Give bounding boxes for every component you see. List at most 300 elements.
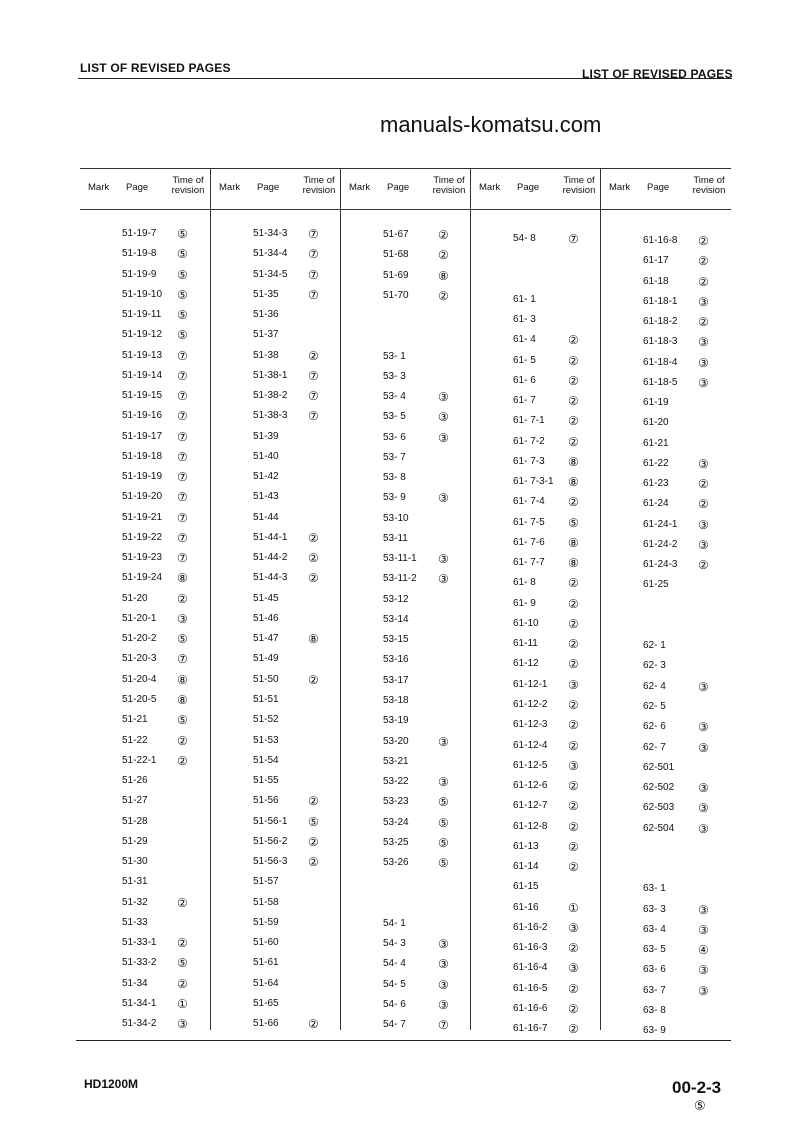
page-cell: 51-19-18 <box>122 450 163 462</box>
page-cell: 61-18-2 <box>643 316 678 328</box>
page-cell: 51-32 <box>122 896 148 908</box>
page-cell: 61- 7-2 <box>513 435 545 447</box>
page-cell: 51-22 <box>122 734 148 746</box>
page-cell: 53- 3 <box>383 370 406 382</box>
table-row <box>211 714 341 732</box>
table-row <box>601 458 731 476</box>
table-column-group <box>470 168 601 1037</box>
revision-cell: ⑧ <box>177 672 188 687</box>
table-row <box>601 377 731 395</box>
page-cell: 61-16-5 <box>513 982 548 994</box>
table-row <box>601 904 731 922</box>
page-cell: 53-19 <box>383 715 409 727</box>
page-cell: 54- 1 <box>383 917 406 929</box>
page-cell: 61- 8 <box>513 577 536 589</box>
page-cell: 51-34-4 <box>253 248 288 260</box>
table-row <box>601 600 731 618</box>
table-row <box>80 471 210 489</box>
column-header <box>601 168 731 210</box>
page-cell: 54- 4 <box>383 958 406 970</box>
revision-cell: ③ <box>698 456 709 471</box>
page-cell: 51-47 <box>253 633 279 645</box>
page-cell: 51-27 <box>122 795 148 807</box>
column-header <box>341 168 471 210</box>
table-column-group <box>80 168 210 1030</box>
table-row <box>601 336 731 354</box>
table-row <box>211 775 341 793</box>
table-row <box>471 902 601 920</box>
page-cell: 62- 3 <box>643 660 666 672</box>
table-row <box>341 715 471 733</box>
table-row <box>211 309 341 327</box>
table-row <box>341 492 471 510</box>
revision-cell: ⑤ <box>177 713 188 728</box>
table-row <box>80 491 210 509</box>
page-cell: 61- 1 <box>513 293 536 305</box>
revision-cell: ② <box>568 819 579 834</box>
page-cell: 61- 7-3 <box>513 455 545 467</box>
revision-cell: ③ <box>698 983 709 998</box>
table-row <box>601 559 731 577</box>
page-cell: 51-19-12 <box>122 329 163 341</box>
table-row <box>211 532 341 550</box>
page-cell: 51-37 <box>253 329 279 341</box>
table-row <box>341 452 471 470</box>
page-cell: 61-12-4 <box>513 739 548 751</box>
table-row <box>471 436 601 454</box>
table-row <box>211 248 341 266</box>
page-cell: 53- 9 <box>383 492 406 504</box>
page-cell: 61-16-3 <box>513 942 548 954</box>
table-row <box>211 653 341 671</box>
table-row <box>471 962 601 980</box>
table-row <box>341 918 471 936</box>
table-row <box>341 432 471 450</box>
page-cell: 53- 7 <box>383 451 406 463</box>
revision-cell: ⑦ <box>308 227 319 241</box>
page-cell: 51-20-2 <box>122 633 157 645</box>
table-row <box>601 397 731 415</box>
page-cell: 51-66 <box>253 1018 279 1030</box>
revision-cell: ③ <box>438 572 449 587</box>
revision-cell: ③ <box>698 294 709 309</box>
page-cell: 51-21 <box>122 714 148 726</box>
table-row <box>341 594 471 612</box>
page-cell: 54- 8 <box>513 233 536 244</box>
header-page: Page <box>647 182 670 193</box>
table-row <box>80 836 210 854</box>
page-cell: 61-18 <box>643 275 669 287</box>
page-cell: 61-12-1 <box>513 678 548 690</box>
page-cell: 51-29 <box>122 835 148 847</box>
table-row <box>211 350 341 368</box>
revision-cell: ⑤ <box>177 287 188 302</box>
page-cell: 51-53 <box>253 734 279 746</box>
page-cell: 61-12-2 <box>513 698 548 710</box>
page-cell: 61-24-3 <box>643 559 678 571</box>
page-cell: 51-28 <box>122 815 148 827</box>
table-row <box>80 309 210 327</box>
header-title-right: LIST OF REVISED PAGES <box>582 67 733 81</box>
table-row <box>601 357 731 375</box>
revision-cell: ⑤ <box>177 328 188 343</box>
table-row <box>471 314 601 332</box>
page-cell: 51-38-2 <box>253 390 288 402</box>
table-row <box>601 762 731 780</box>
table-column-group <box>600 168 731 1037</box>
revision-cell: ③ <box>438 775 449 790</box>
revision-cell: ② <box>698 497 709 512</box>
table-row <box>80 248 210 266</box>
page-cell: 61- 4 <box>513 334 536 346</box>
table-row <box>80 816 210 834</box>
page-cell: 53-22 <box>383 776 409 788</box>
page-cell: 63- 9 <box>643 1025 666 1037</box>
revision-cell: ③ <box>438 997 449 1012</box>
revision-cell: ⑧ <box>568 475 579 490</box>
revision-cell: ⑧ <box>568 454 579 469</box>
table-row <box>211 795 341 813</box>
table-row <box>211 370 341 388</box>
page-cell: 51-56-3 <box>253 856 288 868</box>
page-cell: 51-67 <box>383 229 409 240</box>
page-cell: 61- 7-1 <box>513 415 545 427</box>
header-mark: Mark <box>88 182 110 193</box>
page-cell: 51-19-17 <box>122 430 163 442</box>
table-row <box>341 614 471 632</box>
revision-cell: ⑦ <box>177 470 188 485</box>
revision-cell: ⑤ <box>177 632 188 647</box>
page-cell: 51-39 <box>253 430 279 442</box>
table-row <box>80 613 210 631</box>
table-row <box>211 1018 341 1036</box>
revision-cell: ⑧ <box>438 268 449 283</box>
revision-cell: ⑦ <box>177 389 188 404</box>
revision-cell: ② <box>308 571 319 586</box>
revision-cell: ③ <box>177 1017 188 1032</box>
header-time-of-revision: Time of revision <box>171 175 205 196</box>
page-cell: 62-504 <box>643 822 675 834</box>
page-cell: 61- 7-4 <box>513 496 545 508</box>
table-row <box>601 640 731 658</box>
table-row <box>341 736 471 754</box>
revision-cell: ② <box>308 855 319 870</box>
revision-cell: ② <box>568 616 579 631</box>
page-cell: 51-50 <box>253 673 279 685</box>
revision-cell: ⑦ <box>177 409 188 424</box>
table-row <box>601 742 731 760</box>
table-row <box>471 577 601 595</box>
page-cell: 51-19-11 <box>122 309 162 321</box>
table-row <box>341 1019 471 1037</box>
page-cell: 51-30 <box>122 856 148 868</box>
page-cell: 51-44-2 <box>253 552 288 564</box>
table-row <box>601 255 731 273</box>
header-time-of-revision: Time of revision <box>562 175 596 196</box>
page-cell: 53-11-2 <box>383 573 417 585</box>
table-row <box>80 937 210 955</box>
table-row <box>211 674 341 692</box>
page-cell: 61-16-6 <box>513 1002 548 1014</box>
revision-cell: ③ <box>568 677 579 692</box>
revision-cell: ② <box>438 248 449 263</box>
table-row <box>471 922 601 940</box>
revision-cell: ② <box>698 274 709 289</box>
table-row <box>341 675 471 693</box>
table-row <box>471 638 601 656</box>
page-cell: 51-19-9 <box>122 268 157 280</box>
table-row <box>341 310 471 328</box>
revision-cell: ⑦ <box>308 389 319 404</box>
page-cell: 61- 7-3-1 <box>513 476 554 488</box>
table-row <box>601 296 731 314</box>
revision-cell: ⑦ <box>308 247 319 262</box>
page-cell: 51-38-1 <box>253 369 288 381</box>
page-cell: 61-21 <box>643 437 669 449</box>
revision-cell: ⑤ <box>177 267 188 282</box>
table-row <box>471 1003 601 1021</box>
table-row <box>341 634 471 652</box>
table-row <box>341 270 471 288</box>
page-cell: 63- 8 <box>643 1004 666 1016</box>
table-row <box>341 695 471 713</box>
table-row <box>341 938 471 956</box>
page-cell: 63- 4 <box>643 923 666 935</box>
revision-cell: ② <box>568 637 579 652</box>
page-cell: 63- 7 <box>643 984 666 996</box>
revision-cell: ② <box>568 718 579 733</box>
page-cell: 51-56-1 <box>253 815 288 827</box>
revision-cell: ③ <box>438 977 449 992</box>
revision-cell: ② <box>438 228 449 242</box>
revision-cell: ⑦ <box>177 368 188 383</box>
table-row <box>471 780 601 798</box>
page-cell: 61-11 <box>513 638 538 650</box>
revision-cell: ② <box>568 981 579 996</box>
page-cell: 51-19-14 <box>122 369 163 381</box>
table-row <box>211 937 341 955</box>
table-row <box>601 478 731 496</box>
page-cell: 51-34-1 <box>122 997 157 1009</box>
revision-cell: ③ <box>698 821 709 836</box>
revision-cell: ③ <box>698 801 709 816</box>
table-row <box>471 618 601 636</box>
page-cell: 51-36 <box>253 309 279 321</box>
table-row <box>80 876 210 894</box>
page-cell: 61-16 <box>513 901 539 913</box>
revision-cell: ③ <box>438 430 449 445</box>
page-cell: 62-501 <box>643 761 675 773</box>
table-row <box>211 410 341 428</box>
revision-cell: ② <box>568 657 579 672</box>
page-cell: 51-43 <box>253 491 279 503</box>
revision-cell: ② <box>308 834 319 849</box>
table-row <box>471 983 601 1001</box>
table-row <box>471 557 601 575</box>
table-row <box>211 816 341 834</box>
page-cell: 61- 7-5 <box>513 516 545 528</box>
column-header <box>80 168 210 210</box>
revision-cell: ⑧ <box>308 632 319 647</box>
table-row <box>211 755 341 773</box>
table-row <box>471 1023 601 1041</box>
table-row <box>211 613 341 631</box>
table-row <box>80 370 210 388</box>
table-row <box>341 351 471 369</box>
revision-cell: ② <box>308 672 319 687</box>
table-row <box>80 532 210 550</box>
revision-cell: ⑤ <box>568 515 579 530</box>
page-cell: 63- 5 <box>643 944 666 956</box>
table-row <box>601 498 731 516</box>
page-cell: 61-18-4 <box>643 356 678 368</box>
page-cell: 53- 6 <box>383 431 406 443</box>
page-cell: 61-14 <box>513 861 539 873</box>
page-cell: 63- 6 <box>643 964 666 976</box>
page-cell: 61-24 <box>643 498 669 510</box>
revision-cell: ③ <box>698 963 709 978</box>
header-mark: Mark <box>219 182 241 193</box>
revision-cell: ② <box>568 799 579 814</box>
page-cell: 51-56 <box>253 795 279 807</box>
table-row <box>211 735 341 753</box>
table-row <box>341 877 471 895</box>
table-row <box>211 552 341 570</box>
page-cell: 51-34-5 <box>253 268 288 280</box>
revision-cell: ② <box>568 434 579 449</box>
table-row <box>601 924 731 942</box>
revision-cell: ② <box>308 794 319 809</box>
page-cell: 51-59 <box>253 916 279 928</box>
revision-cell: ③ <box>698 355 709 370</box>
page-cell: 53-26 <box>383 857 409 869</box>
revision-cell: ⑦ <box>308 267 319 282</box>
table-row <box>601 438 731 456</box>
page-cell: 51-33 <box>122 916 148 928</box>
page-cell: 51-54 <box>253 754 279 766</box>
revision-cell: ⑦ <box>308 368 319 383</box>
table-row <box>471 253 601 271</box>
revision-cell: ② <box>568 353 579 368</box>
page-cell: 54- 6 <box>383 998 406 1010</box>
table-row <box>211 228 341 246</box>
revision-cell: ③ <box>698 679 709 694</box>
revised-pages-table <box>80 168 730 1037</box>
revision-cell: ② <box>177 936 188 951</box>
page-cell: 53-25 <box>383 836 409 848</box>
revision-cell: ⑦ <box>308 287 319 302</box>
table-row <box>211 978 341 996</box>
page-cell: 51-35 <box>253 288 279 300</box>
page-cell: 51-51 <box>253 693 279 705</box>
table-row <box>471 841 601 859</box>
page-cell: 51-40 <box>253 450 279 462</box>
revision-cell: ② <box>568 495 579 510</box>
table-row <box>211 593 341 611</box>
table-row <box>471 537 601 555</box>
revision-cell: ② <box>568 414 579 429</box>
table-row <box>80 572 210 590</box>
revision-cell: ② <box>177 753 188 768</box>
table-row <box>211 269 341 287</box>
page-cell: 51-20 <box>122 592 148 604</box>
table-row <box>601 782 731 800</box>
table-row <box>211 957 341 975</box>
table-row <box>601 802 731 820</box>
page-cell: 61-10 <box>513 617 539 629</box>
table-row <box>211 451 341 469</box>
page-cell: 61-17 <box>643 255 669 267</box>
table-row <box>341 290 471 308</box>
page-cell: 61-18-5 <box>643 376 678 388</box>
table-row <box>341 857 471 875</box>
table-row <box>471 821 601 839</box>
table-row <box>471 355 601 373</box>
footer-divider <box>76 1040 731 1041</box>
table-row <box>80 694 210 712</box>
table-row <box>341 330 471 348</box>
revision-cell: ② <box>568 941 579 956</box>
table-row <box>341 654 471 672</box>
revision-cell: ⑦ <box>177 510 188 525</box>
page-cell: 53-11-1 <box>383 553 417 565</box>
table-row <box>601 701 731 719</box>
table-row <box>341 837 471 855</box>
page-cell: 62- 7 <box>643 741 666 753</box>
page-cell: 63- 3 <box>643 903 666 915</box>
page-cell: 61-16-7 <box>513 1023 548 1035</box>
table-row <box>341 249 471 267</box>
page-cell: 53-11 <box>383 532 408 544</box>
page-cell: 61- 7-7 <box>513 557 545 569</box>
page-cell: 53-10 <box>383 512 409 524</box>
page-cell: 61-25 <box>643 579 669 591</box>
revision-cell: ② <box>568 596 579 611</box>
revision-cell: ① <box>177 996 188 1011</box>
table-row <box>471 395 601 413</box>
table-row <box>80 329 210 347</box>
page-cell: 51-60 <box>253 937 279 949</box>
page-cell: 51-20-4 <box>122 673 157 685</box>
table-row <box>601 985 731 1003</box>
revision-cell: ② <box>698 315 709 330</box>
page-cell: 61-22 <box>643 457 669 469</box>
page-cell: 51-44 <box>253 511 279 523</box>
revision-cell: ② <box>698 234 709 248</box>
page-cell: 51-19-23 <box>122 552 163 564</box>
page-cell: 61-24-2 <box>643 538 678 550</box>
table-row <box>211 390 341 408</box>
table-row <box>601 1005 731 1023</box>
page-cell: 61-15 <box>513 881 539 893</box>
table-row <box>80 390 210 408</box>
revision-cell: ② <box>177 733 188 748</box>
table-row <box>601 539 731 557</box>
page-cell: 51-20-1 <box>122 612 157 624</box>
page-cell: 61-19 <box>643 397 669 409</box>
page-cell: 53- 1 <box>383 350 406 362</box>
page-cell: 51-31 <box>122 876 148 888</box>
page-cell: 61- 3 <box>513 314 536 326</box>
page-cell: 53-23 <box>383 796 409 808</box>
table-row <box>341 229 471 247</box>
page-cell: 61-16-4 <box>513 962 548 974</box>
table-row <box>341 371 471 389</box>
table-row <box>471 760 601 778</box>
table-row <box>80 269 210 287</box>
revision-cell: ③ <box>438 491 449 506</box>
table-row <box>601 823 731 841</box>
